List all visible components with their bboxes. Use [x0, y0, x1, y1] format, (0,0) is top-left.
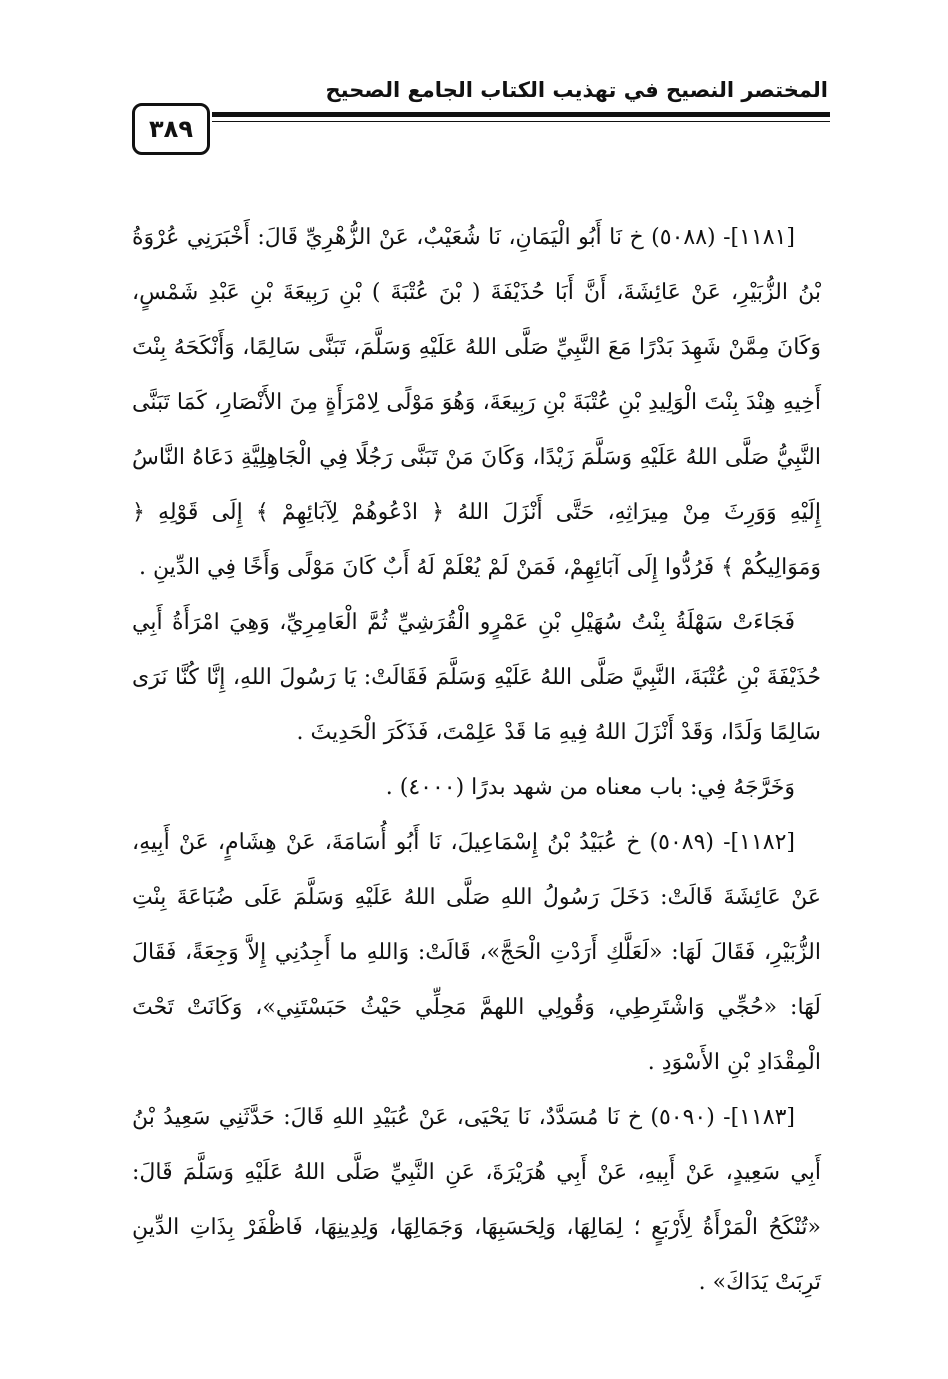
page-body — [132, 210, 821, 1310]
hadith-1181: [١١٨١]- (٥٠٨٨) خ نَا أَبُو الْيَمَانِ، نَا شُعَيْبٌ، عَنْ الزُّهْرِيِّ قَالَ: أَخْبَرَنِي عُرْوَةُ بْنُ الزُّبَيْرِ، عَنْ عَائِشَةَ، أَنَّ أَبَا حُذَيْفَةَ ( بْنَ عُتْبَةَ ) بْنِ رَبِيعَةَ بْنِ عَبْدِ شَمْسٍ، وَكَانَ مِمَّنْ شَهِدَ بَدْرًا مَعَ النَّبِيِّ صَلَّى اللهُ عَلَيْهِ وَسَلَّمَ، تَبَنَّى سَالِمًا، وَأَنْكَحَهُ بِنْتَ أَخِيهِ هِنْدَ بِنْتَ الْوَلِيدِ بْنِ عُتْبَةَ بْنِ رَبِيعَةَ، وَهُوَ مَوْلًى لِامْرَأَةٍ مِنَ الأَنْصَارِ، كَمَا تَبَنَّى النَّبِيُّ صَلَّى اللهُ عَلَيْهِ وَسَلَّمَ زَيْدًا، وَكَانَ مَنْ تَبَنَّى رَجُلًا فِي الْجَاهِلِيَّةِ دَعَاهُ النَّاسُ إِلَيْهِ وَوَرِثَ مِنْ مِيرَاثِهِ، حَتَّى أَنْزَلَ اللهُ ﴿ ادْعُوهُمْ لِآبَائِهِمْ ﴾ إِلَى قَوْلِهِ ﴿ وَمَوَالِيكُمْ ﴾ فَرُدُّوا إِلَى آبَائِهِمْ، فَمَنْ لَمْ يُعْلَمْ لَهُ أَبٌ كَانَ مَوْلًى وَأَخًا فِي الدِّينِ . — [132, 225, 821, 580]
page-number: ٣٨٩ — [132, 103, 210, 155]
header-rule-thin — [212, 121, 830, 122]
hadith-1183: [١١٨٣]- (٥٠٩٠) خ نَا مُسَدَّدٌ، نَا يَحْيَى، عَنْ عُبَيْدِ اللهِ قَالَ: حَدَّثَنِي سَعِيدُ بْنُ أَبِي سَعِيدٍ، عَنْ أَبِيهِ، عَنْ أَبِي هُرَيْرَةَ، عَنِ النَّبِيِّ صَلَّى اللهُ عَلَيْهِ وَسَلَّمَ قَالَ: «تُنْكَحُ الْمَرْأَةُ لِأَرْبَعٍ ؛ لِمَالِهَا، وَلِحَسَبِهَا، وَجَمَالِهَا، وَلِدِينِهَا، فَاظْفَرْ بِذَاتِ الدِّينِ تَرِبَتْ يَدَاكَ» . — [132, 1105, 821, 1295]
hadith-1182: [١١٨٢]- (٥٠٨٩) خ عُبَيْدُ بْنُ إِسْمَاعِيلَ، نَا أَبُو أُسَامَةَ، عَنْ هِشَامٍ، عَنْ أَبِيهِ، عَنْ عَائِشَةَ قَالَتْ: دَخَلَ رَسُولُ اللهِ صَلَّى اللهُ عَلَيْهِ وَسَلَّمَ عَلَى ضُبَاعَةَ بِنْتِ الزُّبَيْرِ، فَقَالَ لَهَا: «لَعَلَّكِ أَرَدْتِ الْحَجَّ»، قَالَتْ: وَاللهِ ما أَجِدُنِي إِلاَّ وَجِعَةً، فَقَالَ لَهَا: «حُجِّي وَاشْتَرِطِي، وَقُولِي اللهمَّ مَحِلِّي حَيْثُ حَبَسْتَنِي»، وَكَانَتْ تَحْتَ الْمِقْدَادِ بْنِ الأَسْوَدِ . — [132, 830, 821, 1075]
running-header-title: المختصر النصيح في تهذيب الكتاب الجامع الصحيح — [325, 78, 828, 102]
hadith-1181-continuation: فَجَاءَتْ سَهْلَةُ بِنْتُ سُهَيْلِ بْنِ عَمْرٍو الْقُرَشِيِّ ثُمَّ الْعَامِرِيِّ، وَهِيَ امْرَأَةُ أَبِي حُذَيْفَةَ بْنِ عُتْبَةَ، النَّبِيَّ صَلَّى اللهُ عَلَيْهِ وَسَلَّمَ فَقَالَتْ: يَا رَسُولَ اللهِ، إِنَّا كُنَّا نَرَى سَالِمًا وَلَدًا، وَقَدْ أَنْزَلَ اللهُ فِيهِ مَا قَدْ عَلِمْتَ، فَذَكَرَ الْحَدِيثَ . — [132, 610, 821, 745]
header-rule-thick — [212, 112, 830, 117]
hadith-1181-cross-reference: وَخَرَّجَهُ فِي: باب معناه من شهد بدرًا (٤٠٠٠) . — [385, 775, 795, 800]
